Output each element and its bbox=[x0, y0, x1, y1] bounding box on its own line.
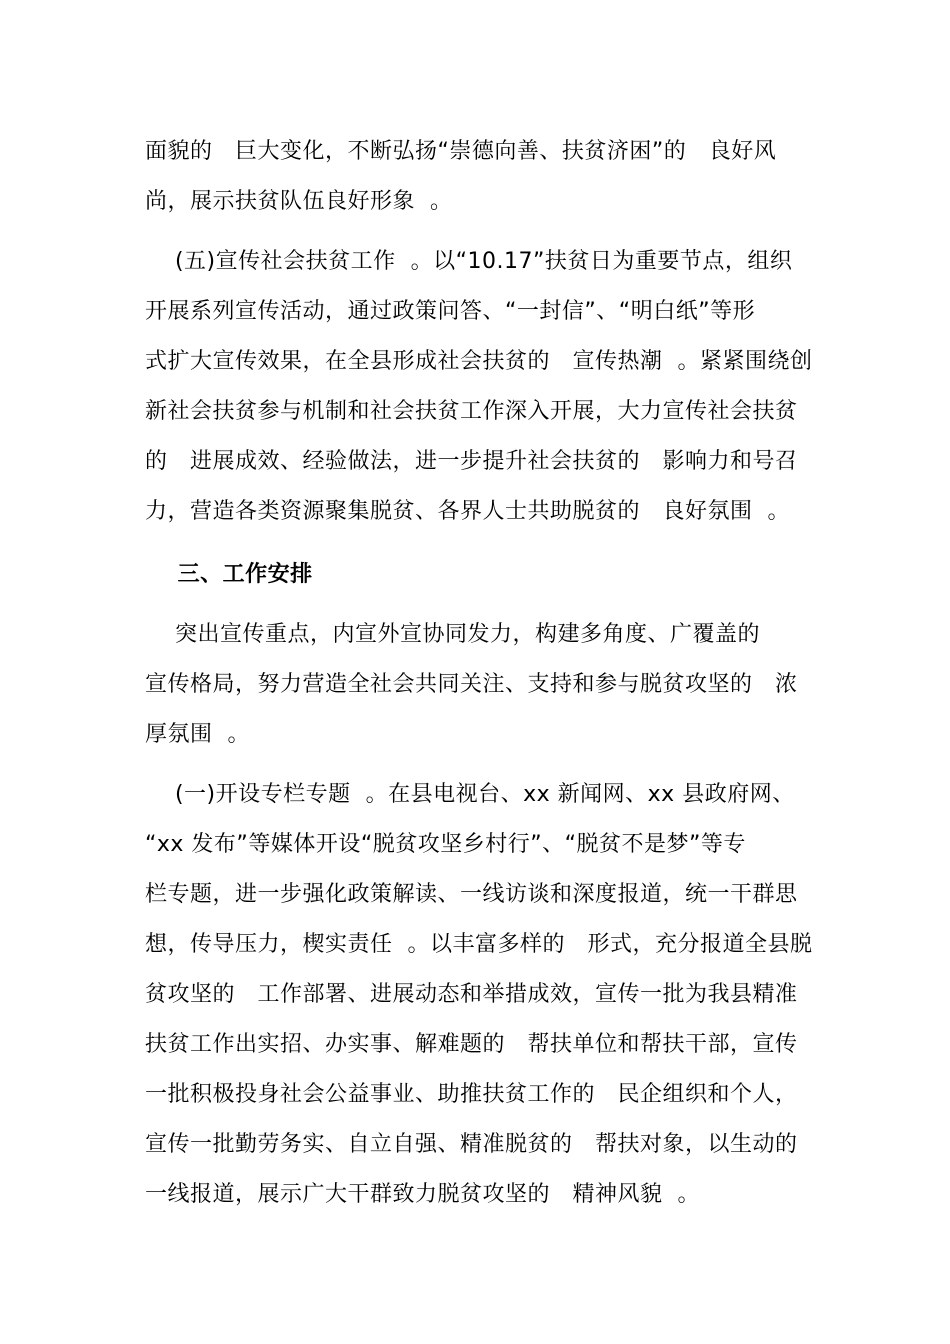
text-line: 一批积极投身社会公益事业、助推扶贫工作的 民企组织和个人， bbox=[145, 1082, 798, 1107]
text-line: 厚氛围 。 bbox=[145, 722, 250, 747]
text-line: (一)开设专栏专题 。在县电视台、xx 新闻网、xx 县政府网、 bbox=[145, 782, 795, 807]
text-line: 想，传导压力，楔实责任 。以丰富多样的 形式，充分报道全县脱 bbox=[145, 932, 813, 957]
text-line: 面貌的 巨大变化，不断弘扬“崇德向善、扶贫济困”的 良好风 bbox=[145, 139, 777, 164]
text-line: 力，营造各类资源聚集脱贫、各界人士共助脱贫的 良好氛围 。 bbox=[145, 499, 790, 524]
text-line: 新社会扶贫参与机制和社会扶贫工作深入开展，大力宣传社会扶贫 bbox=[145, 399, 798, 424]
section-heading: 三、工作安排 bbox=[145, 562, 313, 587]
text-line: 尚，展示扶贫队伍良好形象 。 bbox=[145, 189, 453, 214]
text-line: 开展系列宣传活动，通过政策问答、“一封信”、“明白纸”等形 bbox=[145, 299, 756, 324]
text-line: 扶贫工作出实招、办实事、解难题的 帮扶单位和帮扶干部，宣传 bbox=[145, 1032, 798, 1057]
text-line: 式扩大宣传效果，在全县形成社会扶贫的 宣传热潮 。紧紧围绕创 bbox=[145, 349, 813, 374]
text-line: 突出宣传重点，内宣外宣协同发力，构建多角度、广覆盖的 bbox=[145, 622, 760, 647]
text-line: (五)宣传社会扶贫工作 。以“10.17”扶贫日为重要节点，组织 bbox=[145, 249, 793, 274]
text-line: 栏专题，进一步强化政策解读、一线访谈和深度报道，统一干群思 bbox=[145, 882, 798, 907]
text-line: 宣传一批勤劳务实、自立自强、精准脱贫的 帮扶对象，以生动的 bbox=[145, 1132, 798, 1157]
text-line: 宣传格局，努力营造全社会共同关注、支持和参与脱贫攻坚的 浓 bbox=[145, 672, 798, 697]
text-line: 的 进展成效、经验做法，进一步提升社会扶贫的 影响力和号召 bbox=[145, 449, 798, 474]
text-line: 一线报道，展示广大干群致力脱贫攻坚的 精神风貌 。 bbox=[145, 1182, 700, 1207]
text-line: “xx 发布”等媒体开设“脱贫攻坚乡村行”、“脱贫不是梦”等专 bbox=[145, 832, 746, 857]
text-line: 贫攻坚的 工作部署、进展动态和举措成效，宣传一批为我县精准 bbox=[145, 982, 798, 1007]
